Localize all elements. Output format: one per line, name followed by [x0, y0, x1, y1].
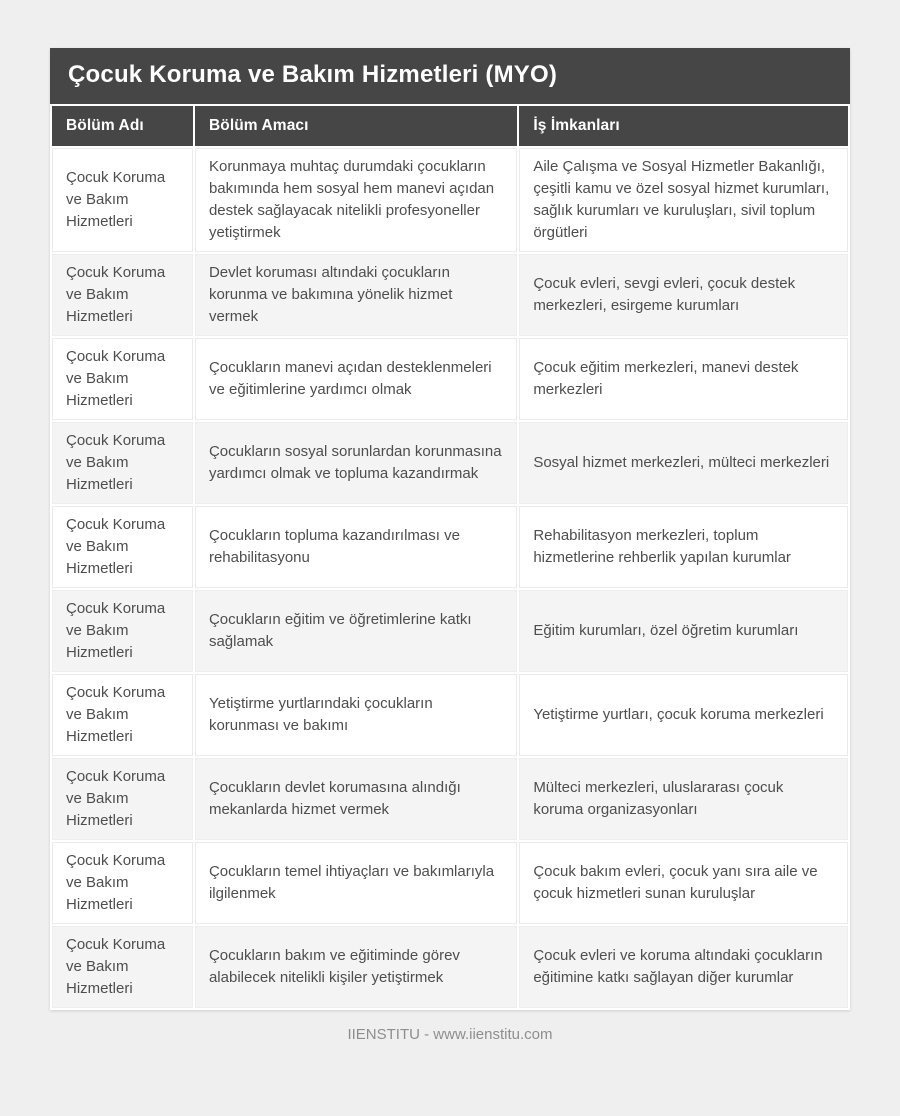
department-name-cell: Çocuk Koruma ve Bakım Hizmetleri	[52, 926, 193, 1008]
department-name-cell: Çocuk Koruma ve Bakım Hizmetleri	[52, 338, 193, 420]
job-opportunities-cell: Çocuk bakım evleri, çocuk yanı sıra aile ve çocuk hizmetleri sunan kuruluşlar	[519, 842, 848, 924]
table-row	[52, 506, 848, 588]
table-row	[52, 590, 848, 672]
table-row	[52, 148, 848, 252]
department-purpose-cell: Çocukların bakım ve eğitiminde görev alabilecek nitelikli kişiler yetiştirmek	[195, 926, 517, 1008]
department-purpose-cell: Çocukların sosyal sorunlardan korunmasına yardımcı olmak ve topluma kazandırmak	[195, 422, 517, 504]
column-header-bolum-adi: Bölüm Adı	[52, 106, 193, 146]
department-name-cell: Çocuk Koruma ve Bakım Hizmetleri	[52, 758, 193, 840]
department-purpose-cell: Çocukların manevi açıdan desteklenmeleri ve eğitimlerine yardımcı olmak	[195, 338, 517, 420]
table-row	[52, 674, 848, 756]
header-row	[52, 106, 848, 146]
department-name-cell: Çocuk Koruma ve Bakım Hizmetleri	[52, 422, 193, 504]
column-header-is-imkanlari: İş İmkanları	[519, 106, 848, 146]
job-opportunities-cell: Eğitim kurumları, özel öğretim kurumları	[519, 590, 848, 672]
department-name-cell: Çocuk Koruma ve Bakım Hizmetleri	[52, 590, 193, 672]
table-row	[52, 422, 848, 504]
column-header-bolum-amaci: Bölüm Amacı	[195, 106, 517, 146]
job-opportunities-cell: Çocuk evleri, sevgi evleri, çocuk destek merkezleri, esirgeme kurumları	[519, 254, 848, 336]
department-name-cell: Çocuk Koruma ve Bakım Hizmetleri	[52, 674, 193, 756]
department-purpose-cell: Yetiştirme yurtlarındaki çocukların korunması ve bakımı	[195, 674, 517, 756]
job-opportunities-cell: Çocuk evleri ve koruma altındaki çocukların eğitimine katkı sağlayan diğer kurumlar	[519, 926, 848, 1008]
department-purpose-cell: Korunmaya muhtaç durumdaki çocukların bakımında hem sosyal hem manevi açıdan destek sağlayacak nitelikli profesyoneller yetiştirmek	[195, 148, 517, 252]
job-opportunities-cell: Sosyal hizmet merkezleri, mülteci merkezleri	[519, 422, 848, 504]
department-name-cell: Çocuk Koruma ve Bakım Hizmetleri	[52, 506, 193, 588]
table-row	[52, 254, 848, 336]
table-row	[52, 758, 848, 840]
department-purpose-cell: Çocukların eğitim ve öğretimlerine katkı sağlamak	[195, 590, 517, 672]
department-purpose-cell: Çocukların topluma kazandırılması ve rehabilitasyonu	[195, 506, 517, 588]
job-opportunities-cell: Yetiştirme yurtları, çocuk koruma merkezleri	[519, 674, 848, 756]
department-name-cell: Çocuk Koruma ve Bakım Hizmetleri	[52, 842, 193, 924]
program-table-card	[50, 48, 850, 1010]
job-opportunities-cell: Mülteci merkezleri, uluslararası çocuk koruma organizasyonları	[519, 758, 848, 840]
table-body	[52, 148, 848, 1008]
job-opportunities-cell: Aile Çalışma ve Sosyal Hizmetler Bakanlığı, çeşitli kamu ve özel sosyal hizmet kurumları, sağlık kurumları ve kuruluşları, sivil toplum örgütleri	[519, 148, 848, 252]
department-purpose-cell: Çocukların devlet korumasına alındığı mekanlarda hizmet vermek	[195, 758, 517, 840]
table-header	[52, 106, 848, 146]
job-opportunities-cell: Rehabilitasyon merkezleri, toplum hizmetlerine rehberlik yapılan kurumlar	[519, 506, 848, 588]
department-purpose-cell: Devlet koruması altındaki çocukların korunma ve bakımına yönelik hizmet vermek	[195, 254, 517, 336]
department-purpose-cell: Çocukların temel ihtiyaçları ve bakımlarıyla ilgilenmek	[195, 842, 517, 924]
table-row	[52, 338, 848, 420]
footer-credit: IIENSTITU - www.iienstitu.com	[347, 1026, 553, 1043]
department-name-cell: Çocuk Koruma ve Bakım Hizmetleri	[52, 254, 193, 336]
program-table	[50, 104, 850, 1010]
page-title: Çocuk Koruma ve Bakım Hizmetleri (MYO)	[50, 48, 850, 104]
table-row	[52, 842, 848, 924]
department-name-cell: Çocuk Koruma ve Bakım Hizmetleri	[52, 148, 193, 252]
job-opportunities-cell: Çocuk eğitim merkezleri, manevi destek merkezleri	[519, 338, 848, 420]
table-row	[52, 926, 848, 1008]
